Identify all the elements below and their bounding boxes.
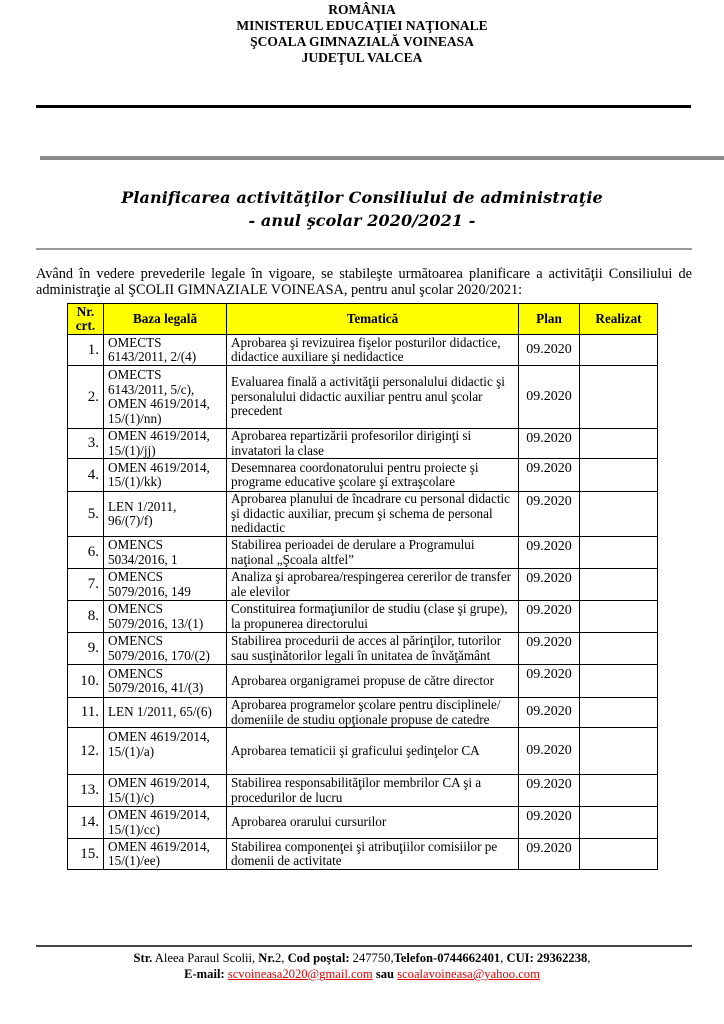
cell-realizat	[580, 459, 658, 492]
cell-realizat	[580, 492, 658, 537]
email-label: E-mail:	[184, 967, 225, 981]
cell-realizat	[580, 569, 658, 601]
cell-baza: OMENCS 5079/2016, 13/(1)	[104, 601, 227, 633]
table-row	[68, 839, 658, 870]
footer-email-line	[0, 966, 724, 982]
footer-address-line	[0, 950, 724, 966]
cell-baza: OMENCS 5079/2016, 41/(3)	[104, 665, 227, 698]
street-value: Aleea Paraul Scolii,	[152, 951, 259, 965]
cell-plan: 09.2020	[519, 366, 580, 429]
cell-baza: OMEN 4619/2014, 15/(1)/kk)	[104, 459, 227, 492]
cell-realizat	[580, 665, 658, 698]
cell-tematica: Aprobarea programelor şcolare pentru disciplinele/ domeniile de studiu opţionale propuse de catedre	[227, 698, 519, 728]
cell-tematica: Aprobarea tematicii şi graficului şedinţelor CA	[227, 728, 519, 775]
cell-plan: 09.2020	[519, 775, 580, 807]
cell-plan: 09.2020	[519, 537, 580, 569]
cell-nr: 8.	[68, 601, 104, 633]
intro-paragraph: Având în vedere prevederile legale în vigoare, se stabileşte următoarea planificare a activităţii Consiliului de administraţie al ŞCOLII GIMNAZIALE VOINEASA, pentru anul şcolar 2020/2021:	[36, 266, 692, 298]
cell-realizat	[580, 839, 658, 870]
cell-plan: 09.2020	[519, 698, 580, 728]
number-label: Nr.	[258, 951, 275, 965]
cell-realizat	[580, 807, 658, 839]
cell-realizat	[580, 366, 658, 429]
cell-plan: 09.2020	[519, 569, 580, 601]
street-label: Str.	[133, 951, 153, 965]
table-row	[68, 665, 658, 698]
table-row	[68, 601, 658, 633]
cell-nr: 3.	[68, 429, 104, 459]
cell-nr: 12.	[68, 728, 104, 775]
cell-plan: 09.2020	[519, 665, 580, 698]
cell-realizat	[580, 775, 658, 807]
cell-tematica: Evaluarea finală a activităţii personalului didactic şi personalului didactic auxiliar pentru anul şcolar precedent	[227, 366, 519, 429]
cell-realizat	[580, 728, 658, 775]
table-row	[68, 775, 658, 807]
email-link-yahoo[interactable]: scoalavoineasa@yahoo.com	[397, 967, 540, 981]
table-row	[68, 459, 658, 492]
footer-divider	[36, 945, 692, 947]
cell-plan: 09.2020	[519, 601, 580, 633]
cell-realizat	[580, 601, 658, 633]
cell-realizat	[580, 633, 658, 665]
header-divider	[36, 105, 691, 108]
cell-nr: 9.	[68, 633, 104, 665]
cell-nr: 13.	[68, 775, 104, 807]
cell-plan: 09.2020	[519, 335, 580, 366]
cell-nr: 14.	[68, 807, 104, 839]
cell-tematica: Stabilirea responsabilităţilor membrilor CA şi a procedurilor de lucru	[227, 775, 519, 807]
activity-plan-table	[67, 303, 658, 870]
phone: Telefon-0744662401	[393, 951, 501, 965]
title-line-2: - anul şcolar 2020/2021 -	[248, 211, 476, 230]
table-row	[68, 728, 658, 775]
cell-nr: 11.	[68, 698, 104, 728]
col-header-realizat: Realizat	[580, 304, 658, 335]
title-line-1: Planificarea activităţilor Consiliului de administraţie	[121, 188, 603, 207]
separator: ,	[500, 951, 507, 965]
table-header-row	[68, 304, 658, 335]
footer-contact	[0, 950, 724, 982]
school-name: ŞCOALA GIMNAZIALĂ VOINEASA	[250, 34, 474, 49]
col-header-baza: Baza legală	[104, 304, 227, 335]
postal-value: 247750,	[349, 951, 394, 965]
cell-baza: LEN 1/2011, 65/(6)	[104, 698, 227, 728]
table-row	[68, 335, 658, 366]
email-link-gmail[interactable]: scvoineasa2020@gmail.com	[227, 967, 373, 981]
cell-realizat	[580, 537, 658, 569]
cell-nr: 6.	[68, 537, 104, 569]
cell-realizat	[580, 335, 658, 366]
cell-tematica: Aprobarea repartizării profesorilor diriginţi si invatatori la clase	[227, 429, 519, 459]
table-row	[68, 366, 658, 429]
cell-nr: 2.	[68, 366, 104, 429]
cell-baza: LEN 1/2011, 96/(7)/f)	[104, 492, 227, 537]
cell-nr: 1.	[68, 335, 104, 366]
country-name: ROMÂNIA	[328, 2, 396, 17]
cell-nr: 5.	[68, 492, 104, 537]
cell-baza: OMEN 4619/2014, 15/(1)/jj)	[104, 429, 227, 459]
cell-tematica: Stabilirea componenţei şi atribuţiilor comisiilor pe domenii de activitate	[227, 839, 519, 870]
separator: ,	[587, 951, 591, 965]
cell-realizat	[580, 698, 658, 728]
cell-baza: OMENCS 5079/2016, 170/(2)	[104, 633, 227, 665]
cell-nr: 7.	[68, 569, 104, 601]
cell-plan: 09.2020	[519, 807, 580, 839]
table-row	[68, 569, 658, 601]
table-row	[68, 429, 658, 459]
county-name: JUDEŢUL VALCEA	[301, 50, 423, 65]
table-row	[68, 633, 658, 665]
cell-plan: 09.2020	[519, 633, 580, 665]
table-row	[68, 807, 658, 839]
cell-plan: 09.2020	[519, 839, 580, 870]
cell-realizat	[580, 429, 658, 459]
cell-baza: OMEN 4619/2014, 15/(1)/c)	[104, 775, 227, 807]
cell-nr: 4.	[68, 459, 104, 492]
cell-baza: OMENCS 5079/2016, 149	[104, 569, 227, 601]
cell-nr: 15.	[68, 839, 104, 870]
number-value: 2,	[274, 951, 288, 965]
cell-baza: OMECTS 6143/2011, 5/c), OMEN 4619/2014, 15/(1)/nn)	[104, 366, 227, 429]
cell-tematica: Stabilirea procedurii de acces al părinţilor, tutorilor sau susţinătorilor legali în unitatea de învăţământ	[227, 633, 519, 665]
cui: CUI: 29362238	[506, 951, 588, 965]
cell-tematica: Aprobarea organigramei propuse de către director	[227, 665, 519, 698]
postal-label: Cod poştal:	[287, 951, 350, 965]
col-header-nr: Nr. crt.	[68, 304, 104, 335]
document-title	[0, 186, 724, 232]
cell-tematica: Constituirea formaţiunilor de studiu (clase şi grupe), la propunerea directorului	[227, 601, 519, 633]
ministry-name: MINISTERUL EDUCAŢIEI NAŢIONALE	[236, 18, 488, 33]
cell-tematica: Desemnarea coordonatorului pentru proiecte şi programe educative şcolare şi extraşcolare	[227, 459, 519, 492]
cell-tematica: Aprobarea planului de încadrare cu personal didactic şi didactic auxiliar, precum şi schema de personal nedidactic	[227, 492, 519, 537]
cell-tematica: Aprobarea şi revizuirea fişelor posturilor didactice, didactice auxiliare şi nedidactice	[227, 335, 519, 366]
cell-baza: OMECTS 6143/2011, 2/(4)	[104, 335, 227, 366]
cell-plan: 09.2020	[519, 728, 580, 775]
title-top-divider	[40, 156, 724, 160]
cell-tematica: Stabilirea perioadei de derulare a Programului naţional „Şcoala altfel”	[227, 537, 519, 569]
cell-baza: OMENCS 5034/2016, 1	[104, 537, 227, 569]
col-header-plan: Plan	[519, 304, 580, 335]
cell-plan: 09.2020	[519, 492, 580, 537]
cell-nr: 10.	[68, 665, 104, 698]
cell-baza: OMEN 4619/2014, 15/(1)/cc)	[104, 807, 227, 839]
cell-baza: OMEN 4619/2014, 15/(1)/ee)	[104, 839, 227, 870]
table-row	[68, 698, 658, 728]
cell-plan: 09.2020	[519, 429, 580, 459]
cell-plan: 09.2020	[519, 459, 580, 492]
or-text: sau	[372, 967, 398, 981]
letterhead	[0, 2, 724, 66]
table-row	[68, 537, 658, 569]
cell-tematica: Aprobarea orarului cursurilor	[227, 807, 519, 839]
cell-tematica: Analiza şi aprobarea/respingerea cererilor de transfer ale elevilor	[227, 569, 519, 601]
col-header-tematica: Tematică	[227, 304, 519, 335]
table-row	[68, 492, 658, 537]
title-bottom-divider	[36, 248, 692, 250]
cell-baza: OMEN 4619/2014, 15/(1)/a)	[104, 728, 227, 775]
